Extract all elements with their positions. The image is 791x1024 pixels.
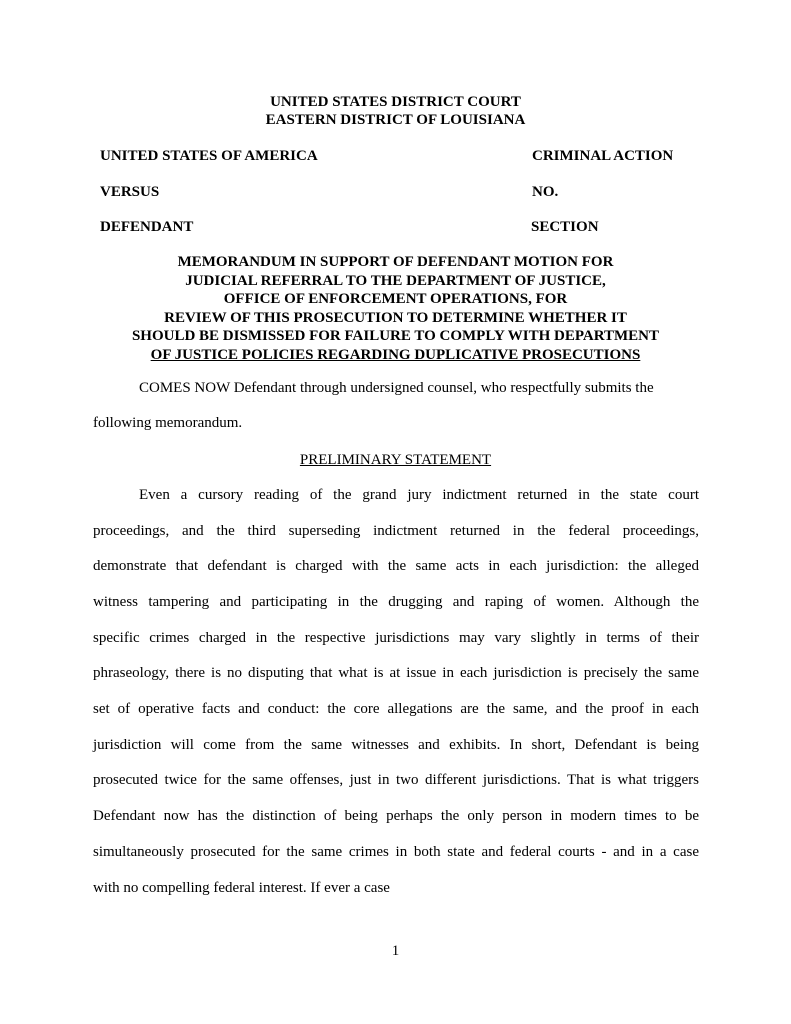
caption-plaintiff: UNITED STATES OF AMERICA xyxy=(100,148,318,164)
statement-line: jurisdiction will come from the same witnesses and exhibits. In short, Defendant is being xyxy=(93,737,699,753)
intro-line: COMES NOW Defendant through undersigned counsel, who respectfully submits the xyxy=(139,380,654,396)
statement-line: Even a cursory reading of the grand jury indictment returned in the state court xyxy=(139,487,699,503)
statement-line: prosecuted twice for the same offenses, just in two different jurisdictions. That is what triggers xyxy=(93,772,699,788)
page-number: 1 xyxy=(391,943,400,959)
section-heading: PRELIMINARY STATEMENT xyxy=(299,452,492,468)
caption-section-label: SECTION xyxy=(531,219,599,235)
statement-line: demonstrate that defendant is charged with the same acts in each jurisdiction: the alleged xyxy=(93,558,699,574)
memo-title-line: REVIEW OF THIS PROSECUTION TO DETERMINE WHETHER IT xyxy=(164,309,627,326)
statement-line: proceedings, and the third superseding indictment returned in the federal proceedings, xyxy=(93,523,699,539)
memo-title-line: MEMORANDUM IN SUPPORT OF DEFENDANT MOTION FOR xyxy=(177,254,614,270)
caption-row-defendant xyxy=(0,217,791,237)
memo-title-line: OFFICE OF ENFORCEMENT OPERATIONS, FOR xyxy=(223,291,568,307)
memo-title-line: SHOULD BE DISMISSED FOR FAILURE TO COMPLY WITH DEPARTMENT xyxy=(131,328,660,344)
memo-title-line: OF JUSTICE POLICIES REGARDING DUPLICATIVE PROSECUTIONS xyxy=(150,346,641,363)
statement-line: with no compelling federal interest. If ever a case xyxy=(93,880,390,896)
caption-defendant: DEFENDANT xyxy=(100,219,194,235)
memorandum-title xyxy=(0,253,791,364)
intro-line: following memorandum. xyxy=(93,415,243,431)
caption-versus: VERSUS xyxy=(100,184,160,200)
statement-line: witness tampering and participating in the drugging and raping of women. Although the xyxy=(93,594,699,610)
statement-line: phraseology, there is no disputing that what is at issue in each jurisdiction is precisely the same xyxy=(93,665,699,681)
court-header xyxy=(0,93,791,129)
court-district: EASTERN DISTRICT OF LOUISIANA xyxy=(265,112,526,128)
statement-line: specific crimes charged in the respective jurisdictions may vary slightly in terms of their xyxy=(93,630,699,646)
statement-line: Defendant now has the distinction of being perhaps the only person in modern times to be xyxy=(93,808,699,824)
statement-line: set of operative facts and conduct: the core allegations are the same, and the proof in each xyxy=(93,701,699,717)
caption-row-parties xyxy=(0,146,791,166)
caption-number-label: NO. xyxy=(532,184,559,200)
caption-action-label: CRIMINAL ACTION xyxy=(532,148,674,164)
caption-row-versus xyxy=(0,182,791,202)
statement-line: simultaneously prosecuted for the same crimes in both state and federal courts - and in a case xyxy=(93,844,699,860)
court-name: UNITED STATES DISTRICT COURT xyxy=(270,94,521,110)
memo-title-line: JUDICIAL REFERRAL TO THE DEPARTMENT OF JUSTICE, xyxy=(185,272,606,289)
